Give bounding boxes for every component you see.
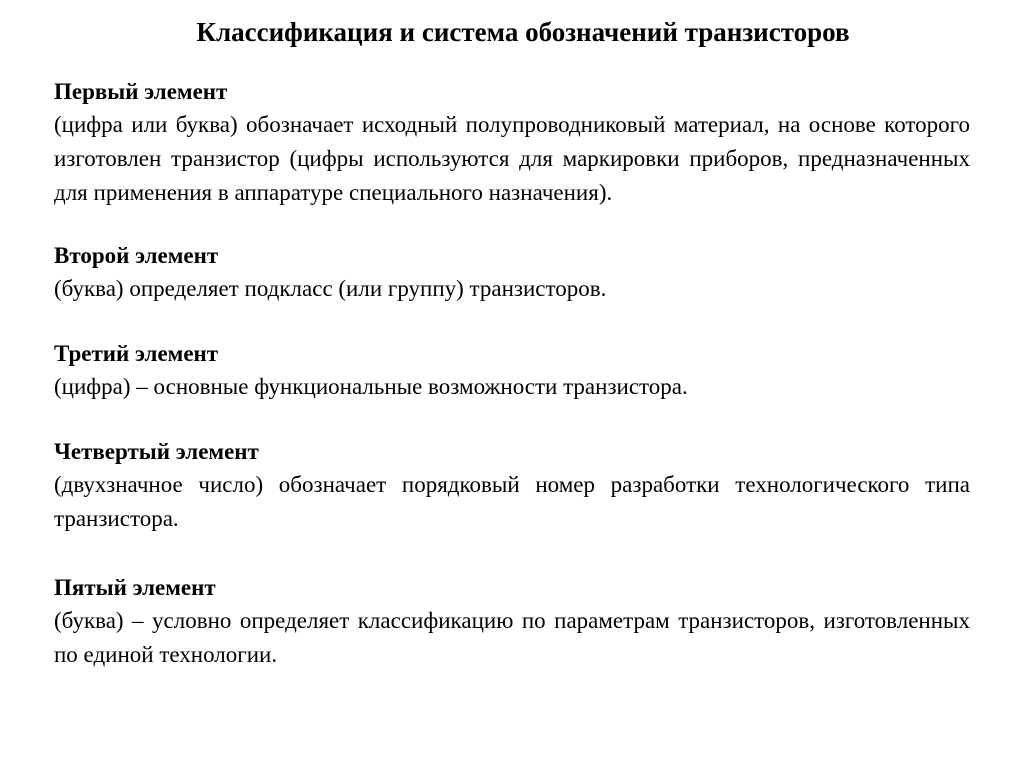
section-heading: Пятый элемент	[54, 575, 216, 600]
section-third-element	[54, 338, 970, 404]
content-body	[54, 76, 970, 672]
page-title: Классификация и система обозначений транзисторов	[196, 17, 850, 47]
section-first-element	[54, 76, 970, 210]
section-fifth-element	[54, 572, 970, 672]
section-heading: Первый элемент	[54, 79, 228, 104]
section-text: (цифра или буква) обозначает исходный полупроводниковый материал, на основе которого изготовлен транзистор (цифры используются для маркировки приборов, предназначенных для применения в аппаратуре специального назначения).	[54, 112, 970, 205]
section-heading: Второй элемент	[54, 243, 219, 268]
section-text: (буква) определяет подкласс (или группу) транзисторов.	[54, 276, 607, 301]
section-text: (цифра) – основные функциональные возможности транзистора.	[54, 374, 688, 399]
section-fourth-element	[54, 436, 970, 536]
section-heading: Четвертый элемент	[54, 439, 259, 464]
section-heading: Третий элемент	[54, 341, 219, 366]
section-text: (буква) – условно определяет классификацию по параметрам транзисторов, изготовленных по единой технологии.	[54, 608, 970, 667]
section-text: (двухзначное число) обозначает порядковый номер разработки технологического типа транзистора.	[54, 472, 970, 531]
section-second-element	[54, 240, 970, 306]
